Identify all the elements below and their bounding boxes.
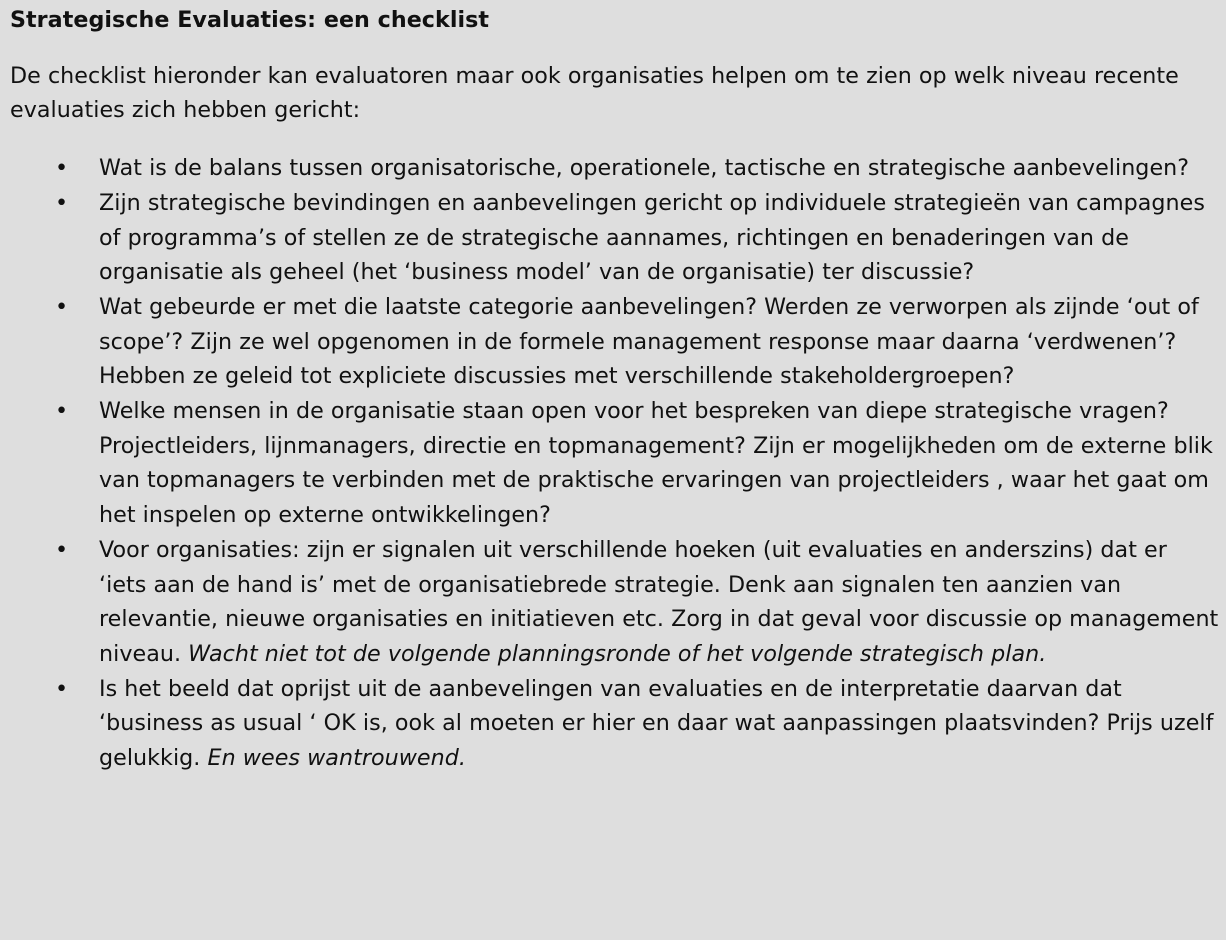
bullet-icon: • bbox=[55, 155, 69, 182]
bullet-icon: • bbox=[55, 189, 69, 216]
document-title: Strategische Evaluaties: een checklist bbox=[10, 7, 490, 33]
checklist-item-emphasis: En wees wantrouwend. bbox=[207, 745, 466, 772]
checklist-item-text: Welke mensen in de organisatie staan open voor het bespreken van diepe strategische vragen? Projectleiders, lijnmanagers, directie en topmanagement? Zijn er mogelijkheden om de externe blik van topmanagers te verbinden met de praktische ervaringen van projectleiders , waar het gaat om het inspelen op externe ontwikkelingen? bbox=[99, 398, 1213, 529]
checklist-item bbox=[10, 533, 1219, 672]
checklist-item-text: Wat is de balans tussen organisatorische, operationele, tactische en strategische aanbevelingen? bbox=[99, 155, 1190, 182]
checklist-item-text: Is het beeld dat oprijst uit de aanbevelingen van evaluaties en de interpretatie daarvan dat ‘business as usual ‘ OK is, ook al moeten er hier en daar wat aanpassingen plaatsvinden? Prijs uzelf gelukkig. bbox=[99, 675, 1214, 772]
checklist-item-text: Voor organisaties: zijn er signalen uit verschillende hoeken (uit evaluaties en anderszins) dat er ‘iets aan de hand is’ met de organisatiebrede strategie. Denk aan signalen ten aanzien van relevantie, nieuwe organisaties en initiatieven etc. Zorg in dat geval voor discussie op management niveau. bbox=[99, 536, 1219, 667]
checklist-item bbox=[10, 186, 1219, 290]
bullet-icon: • bbox=[55, 398, 69, 425]
checklist-item-text: Wat gebeurde er met die laatste categorie aanbevelingen? Werden ze verworpen als zijnde ‘out of scope’? Zijn ze wel opgenomen in de formele management response maar daarna ‘verdwenen’? Hebben ze geleid tot expliciete discussies met verschillende stakeholdergroepen? bbox=[99, 293, 1199, 390]
checklist-item bbox=[10, 290, 1219, 394]
checklist-item-emphasis: Wacht niet tot de volgende planningsronde of het volgende strategisch plan. bbox=[188, 640, 1047, 667]
bullet-icon: • bbox=[55, 536, 69, 563]
checklist-item bbox=[10, 151, 1219, 186]
checklist-item bbox=[10, 394, 1219, 533]
checklist bbox=[10, 151, 1226, 776]
intro-paragraph: De checklist hieronder kan evaluatoren maar ook organisaties helpen om te zien op welk niveau recente evaluaties zich hebben gericht: bbox=[10, 62, 1179, 124]
checklist-item-text: Zijn strategische bevindingen en aanbevelingen gericht op individuele strategieën van campagnes of programma’s of stellen ze de strategische aannames, richtingen en benaderingen van de organisatie als geheel (het ‘business model’ van de organisatie) ter discussie? bbox=[99, 189, 1205, 286]
bullet-icon: • bbox=[55, 675, 69, 702]
checklist-item bbox=[10, 672, 1219, 776]
bullet-icon: • bbox=[55, 293, 69, 320]
